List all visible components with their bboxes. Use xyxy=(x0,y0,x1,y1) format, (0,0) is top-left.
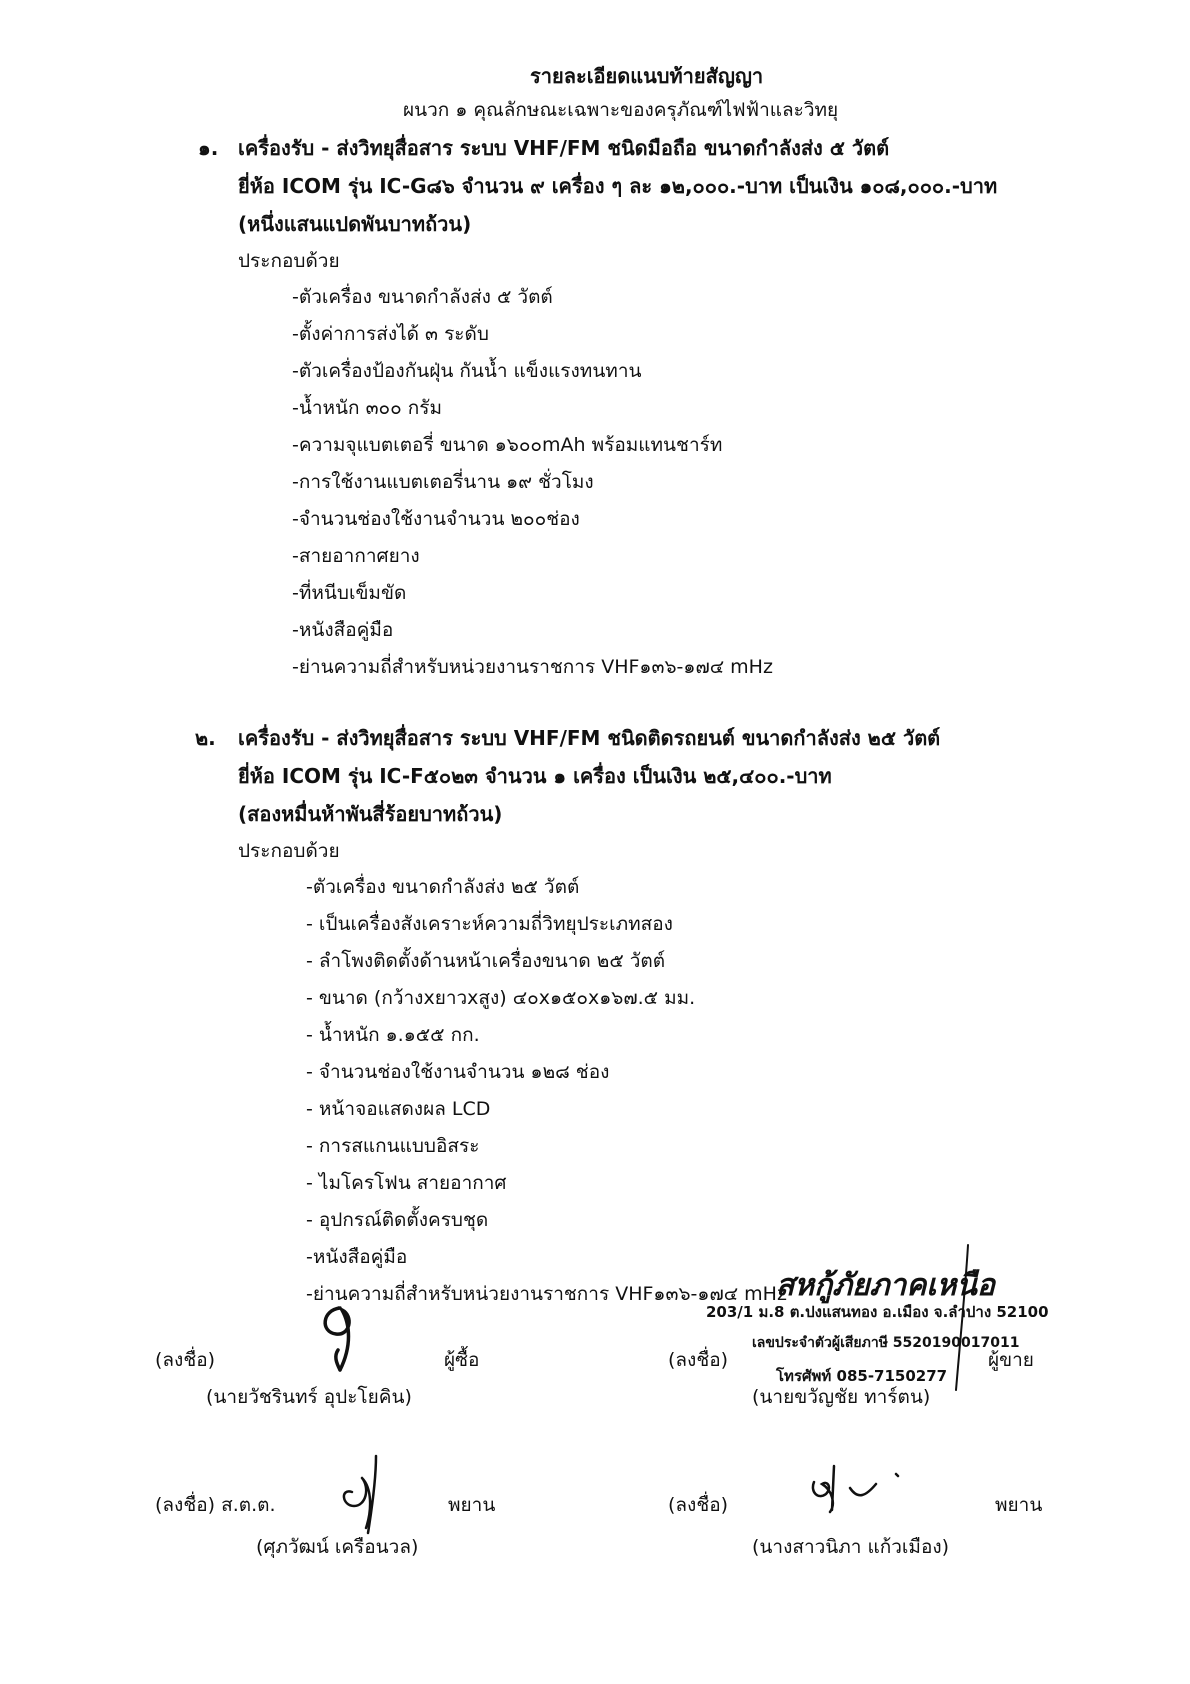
list-item: -ที่หนีบเข็มขัด xyxy=(292,582,407,604)
witness-2-role: พยาน xyxy=(995,1494,1043,1516)
list-item: - จำนวนช่องใช้งานจำนวน ๑๒๘ ช่อง xyxy=(306,1061,610,1083)
document-title: รายละเอียดแนบท้ายสัญญา xyxy=(530,64,764,88)
stamp-tax-id: เลขประจำตัวผู้เสียภาษี 5520190017011 xyxy=(752,1335,1020,1351)
list-item: - อุปกรณ์ติดตั้งครบชุด xyxy=(306,1209,489,1231)
section-1-line-1: เครื่องรับ - ส่งวิทยุสื่อสาร ระบบ VHF/FM ชนิดมือถือ ขนาดกำลังส่ง ๕ วัตต์ xyxy=(238,136,890,160)
list-item: - เป็นเครื่องสังเคราะห์ความถี่วิทยุประเภทสอง xyxy=(306,913,673,935)
document-subtitle: ผนวก ๑ คุณลักษณะเฉพาะของครุภัณฑ์ไฟฟ้าและวิทยุ xyxy=(403,99,839,121)
list-item: - ลำโพงติดตั้งด้านหน้าเครื่องขนาด ๒๕ วัตต์ xyxy=(306,950,666,972)
list-item: - ไมโครโฟน สายอากาศ xyxy=(306,1172,507,1194)
buyer-signature-mark xyxy=(310,1300,370,1375)
list-item: -น้ำหนัก ๓๐๐ กรัม xyxy=(292,397,443,419)
buyer-sign-label: (ลงชื่อ) xyxy=(155,1349,216,1371)
list-item: -การใช้งานแบตเตอรี่นาน ๑๙ ชั่วโมง xyxy=(292,471,594,493)
section-1-consists-label: ประกอบด้วย xyxy=(238,250,340,272)
witness-1-sign-label: (ลงชื่อ) ส.ต.ต. xyxy=(155,1494,276,1516)
list-item: -จำนวนช่องใช้งานจำนวน ๒๐๐ช่อง xyxy=(292,508,580,530)
list-item: - น้ำหนัก ๑.๑๕๕ กก. xyxy=(306,1024,480,1046)
witness-2-sign-label: (ลงชื่อ) xyxy=(668,1494,729,1516)
list-item: -ย่านความถี่สำหรับหน่วยงานราชการ VHF๑๓๖-๑๗๔ mHz xyxy=(292,656,773,678)
list-item: - หน้าจอแสดงผล LCD xyxy=(306,1098,491,1120)
witness-1-role: พยาน xyxy=(448,1494,496,1516)
buyer-role: ผู้ซื้อ xyxy=(444,1349,480,1371)
stamp-phone: โทรศัพท์ 085-7150277 xyxy=(776,1367,948,1385)
list-item: - ขนาด (กว้างxยาวxสูง) ๔๐x๑๕๐x๑๖๗.๕ มม. xyxy=(306,987,696,1009)
seller-role: ผู้ขาย xyxy=(988,1349,1034,1371)
list-item: -ตัวเครื่อง ขนาดกำลังส่ง ๕ วัตต์ xyxy=(292,286,553,308)
list-item: -ความจุแบตเตอรี่ ขนาด ๑๖๐๐mAh พร้อมแทนชาร์ท xyxy=(292,434,723,456)
stamp-address: 203/1 ม.8 ต.ปงแสนทอง อ.เมือง จ.ลำปาง 52100 xyxy=(706,1303,1049,1321)
section-2-consists-label: ประกอบด้วย xyxy=(238,840,340,862)
witness-1-signature-mark xyxy=(332,1448,392,1538)
seller-name: (นายขวัญชัย ทาร์ตน) xyxy=(752,1386,931,1408)
list-item: -ตัวเครื่อง ขนาดกำลังส่ง ๒๕ วัตต์ xyxy=(306,876,580,898)
buyer-name: (นายวัชรินทร์ อุปะโยคิน) xyxy=(206,1386,412,1408)
stamp-company: สหกู้ภัยภาคเหนือ xyxy=(776,1268,995,1303)
section-2-line-1: เครื่องรับ - ส่งวิทยุสื่อสาร ระบบ VHF/FM ชนิดติดรถยนต์ ขนาดกำลังส่ง ๒๕ วัตต์ xyxy=(238,726,941,750)
list-item: -ตั้งค่าการส่งได้ ๓ ระดับ xyxy=(292,323,489,345)
section-2-number: ๒. xyxy=(195,726,216,750)
list-item: -ตัวเครื่องป้องกันฝุ่น กันน้ำ แข็งแรงทนทาน xyxy=(292,360,642,382)
witness-2-name: (นางสาวนิภา แก้วเมือง) xyxy=(752,1536,950,1558)
seller-signature-mark xyxy=(936,1240,986,1400)
list-item: -ย่านความถี่สำหรับหน่วยงานราชการ VHF๑๓๖-๑๗๔ mHz xyxy=(306,1283,787,1305)
section-2-line-3: (สองหมื่นห้าพันสี่ร้อยบาทถ้วน) xyxy=(238,802,503,826)
witness-1-name: (ศุภวัฒน์ เครือนวล) xyxy=(256,1536,419,1558)
section-2-line-2: ยี่ห้อ ICOM รุ่น IC-F๕๐๒๓ จำนวน ๑ เครื่อง เป็นเงิน ๒๕,๔๐๐.-บาท xyxy=(238,764,832,788)
list-item: - การสแกนแบบอิสระ xyxy=(306,1135,480,1157)
witness-2-signature-mark xyxy=(806,1460,926,1520)
list-item: -สายอากาศยาง xyxy=(292,545,420,567)
list-item: -หนังสือคู่มือ xyxy=(292,619,394,641)
seller-sign-label: (ลงชื่อ) xyxy=(668,1349,729,1371)
list-item: -หนังสือคู่มือ xyxy=(306,1246,408,1268)
section-1-line-3: (หนึ่งแสนแปดพันบาทถ้วน) xyxy=(238,212,472,236)
section-1-number: ๑. xyxy=(198,136,219,160)
section-1-line-2: ยี่ห้อ ICOM รุ่น IC-G๘๖ จำนวน ๙ เครื่อง ๆ ละ ๑๒,๐๐๐.-บาท เป็นเงิน ๑๐๘,๐๐๐.-บาท xyxy=(238,174,998,198)
